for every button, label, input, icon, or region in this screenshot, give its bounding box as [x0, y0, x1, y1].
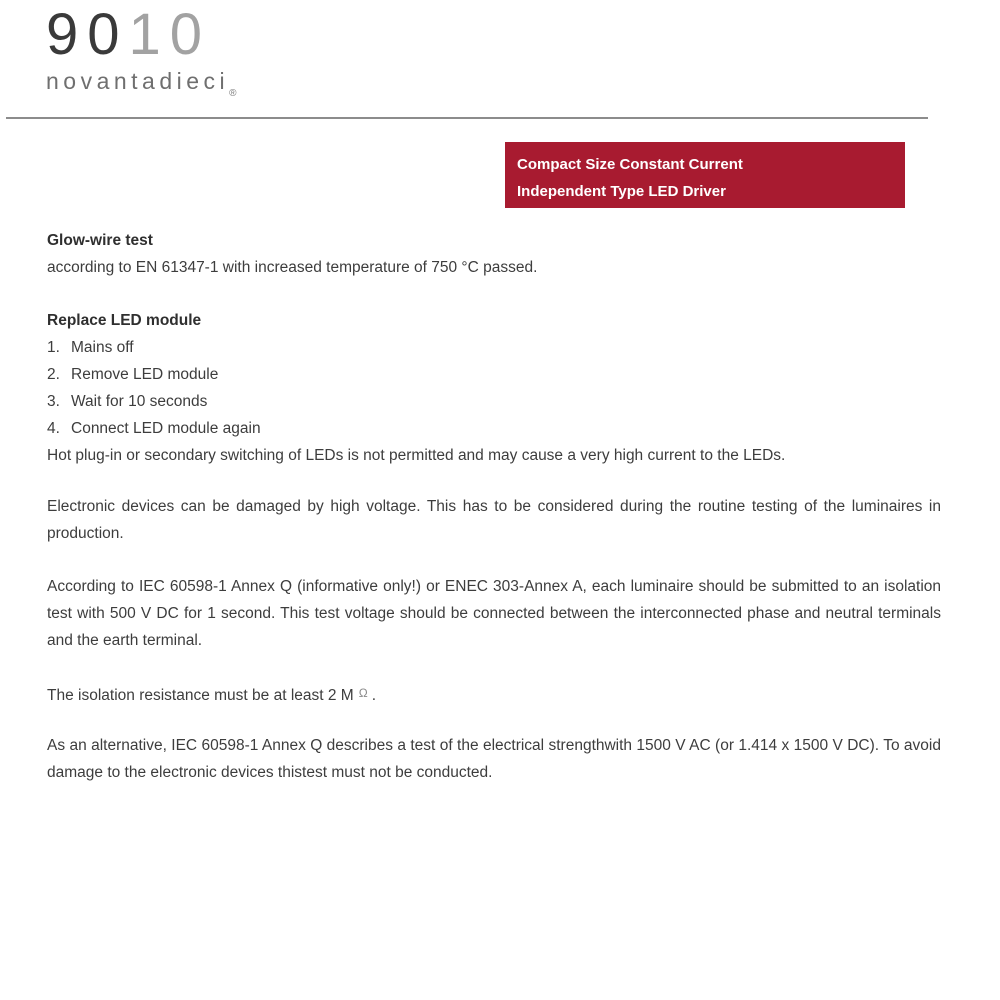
logo-wordmark-text: novantadieci	[46, 68, 230, 94]
logo-numerals-dark: 90	[46, 2, 129, 67]
isolation-test-paragraph: According to IEC 60598-1 Annex Q (informative only!) or ENEC 303-Annex A, each luminaire should be submitted to an isolation test with 500 V DC for 1 second. This test voltage should be connected between the interconnected phase and neutral terminals and the earth terminal.	[47, 578, 941, 649]
hot-plug-note: Hot plug-in or secondary switching of LEDs is not permitted and may cause a very high current to the LEDs.	[47, 447, 786, 464]
isolation-resistance-text: The isolation resistance must be at least 2 M	[47, 687, 354, 704]
glow-wire-body: according to EN 61347-1 with increased temperature of 750 °C passed.	[47, 259, 538, 276]
brand-logo	[46, 4, 237, 107]
list-item	[47, 334, 941, 361]
alternative-test-paragraph: As an alternative, IEC 60598-1 Annex Q describes a test of the electrical strengthwith 1500 V AC (or 1.414 x 1500 V DC). To avoid damage to the electronic devices thistest must not be conducted.	[47, 737, 941, 781]
banner-title-line2: Independent Type LED Driver	[517, 183, 726, 200]
list-item	[47, 361, 941, 388]
list-item	[47, 388, 941, 415]
step-text: Mains off	[71, 339, 134, 356]
product-title-banner	[505, 142, 905, 208]
step-number: 1.	[47, 339, 60, 356]
glow-wire-section	[47, 227, 941, 281]
routine-testing-paragraph: Electronic devices can be damaged by high voltage. This has to be considered during the routine testing of the luminaires in production.	[47, 498, 941, 542]
step-number: 2.	[47, 366, 60, 383]
step-number: 3.	[47, 393, 60, 410]
replace-module-heading: Replace LED module	[47, 312, 202, 329]
step-text: Wait for 10 seconds	[71, 393, 208, 410]
list-item	[47, 415, 941, 442]
step-number: 4.	[47, 420, 60, 437]
registered-trademark-icon: ®	[229, 88, 237, 99]
logo-numerals	[46, 4, 237, 66]
replace-led-module-section	[47, 307, 941, 469]
header-divider	[6, 117, 928, 119]
glow-wire-heading: Glow-wire test	[47, 232, 153, 249]
ohm-symbol: Ω	[358, 686, 368, 700]
logo-wordmark	[46, 68, 237, 107]
isolation-resistance-line	[47, 680, 941, 709]
isolation-resistance-period: .	[371, 687, 376, 704]
banner-title-line1: Compact Size Constant Current	[517, 156, 743, 173]
step-text: Remove LED module	[71, 366, 219, 383]
step-text: Connect LED module again	[71, 420, 261, 437]
logo-numerals-light: 10	[128, 2, 212, 67]
